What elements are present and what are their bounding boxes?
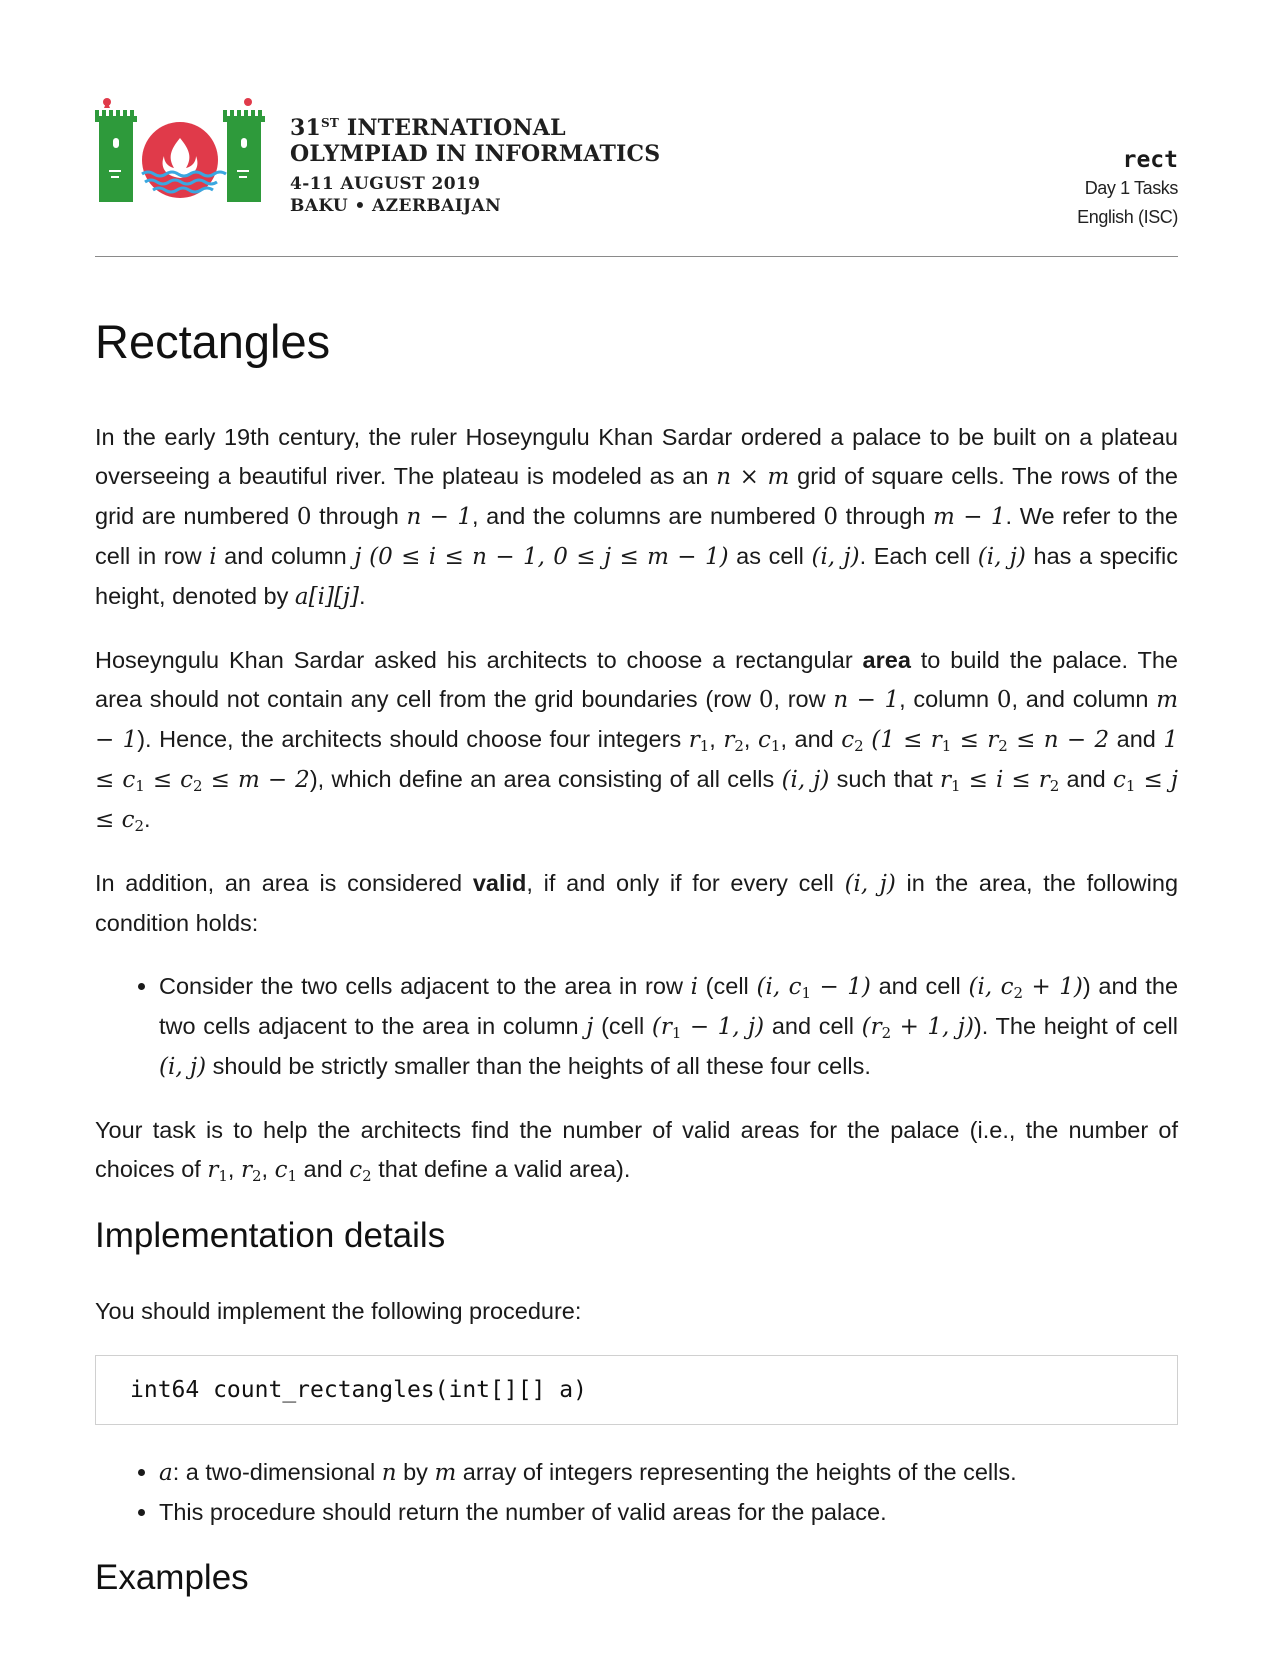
task-day: Day 1 Tasks xyxy=(1084,178,1178,198)
page-title: Rectangles xyxy=(95,315,331,368)
task-meta xyxy=(1077,146,1178,232)
condition-list xyxy=(95,967,1178,1087)
ioi-logo xyxy=(95,94,265,206)
page-header xyxy=(95,88,1178,256)
list-item: • This procedure should return the number of valid areas for the palace. xyxy=(159,1493,1178,1532)
procedure-signature: int64 count_rectangles(int[][] a) xyxy=(130,1376,587,1403)
olympiad-title-line1: 31ST INTERNATIONAL xyxy=(290,115,566,141)
implementation-heading: Implementation details xyxy=(95,1216,446,1255)
paragraph-task: Your task is to help the architects find the number of valid areas for the palace (i.e., the number of choices of $r_1$, $r_2$, $c_1$ and $c_2$ that define a valid area). xyxy=(95,1117,1178,1185)
header-divider xyxy=(95,256,1178,257)
paragraph-valid: In addition, an area is considered valid, if and only if for every cell (i, j) in the area, the following condition holds: xyxy=(95,870,1179,936)
paragraph-area: Hoseyngulu Khan Sardar asked his architects to choose a rectangular area to build the palace. The area should not contain any cell from the grid boundaries (row 0, row n − 1, column 0, and column m − 1). Hence, the architects should choose four integers $r_1$, $r_2$, $c_1$, and $c_2$ ($1 \le r_1 \le r_2 \le n - 2$ and $1 \le c_1 \le c_2 \le m - 2$), which define an area consisting of all cells (i, j) such that $r_1 \le i \le r_2$ and $c_1 \le j \le c_2$. xyxy=(95,647,1179,835)
task-code: rect xyxy=(1122,147,1178,173)
implementation-intro: You should implement the following procedure: xyxy=(95,1298,582,1324)
code-block xyxy=(95,1355,1178,1425)
paragraph-intro: In the early 19th century, the ruler Hoseyngulu Khan Sardar ordered a palace to be built on a plateau overseeing a beautiful river. The plateau is modeled as an n × m grid of square cells. The rows of the grid are numbered 0 through n − 1, and the columns are numbered 0 through m − 1. We refer to the cell in row i and column j (0 ≤ i ≤ n − 1, 0 ≤ j ≤ m − 1) as cell (i, j). Each cell (i, j) has a specific height, denoted by a[i][j]. xyxy=(95,424,1179,610)
implementation-list xyxy=(95,1453,1178,1532)
olympiad-title xyxy=(290,110,660,217)
statement-body xyxy=(95,418,1178,1634)
list-item: • a: a two-dimensional n by m array of integers representing the heights of the cells. xyxy=(159,1453,1178,1493)
olympiad-title-line2: OLYMPIAD IN INFORMATICS xyxy=(290,141,661,167)
examples-heading: Examples xyxy=(95,1558,249,1597)
olympiad-location: BAKU • AZERBAIJAN xyxy=(290,196,502,216)
olympiad-dates: 4-11 AUGUST 2019 xyxy=(290,174,481,194)
list-item: • Consider the two cells adjacent to the area in row i (cell (i, $c_1 - 1$) and cell (i, $c_2 + 1$)) and the two cells adjacent to the area in column j (cell ($r_1 - 1$, j) and cell ($r_2 + 1$, j)). The height of cell (i, j) should be strictly smaller than the heights of all these four cells. xyxy=(159,967,1178,1087)
task-language: English (ISC) xyxy=(1077,207,1178,227)
